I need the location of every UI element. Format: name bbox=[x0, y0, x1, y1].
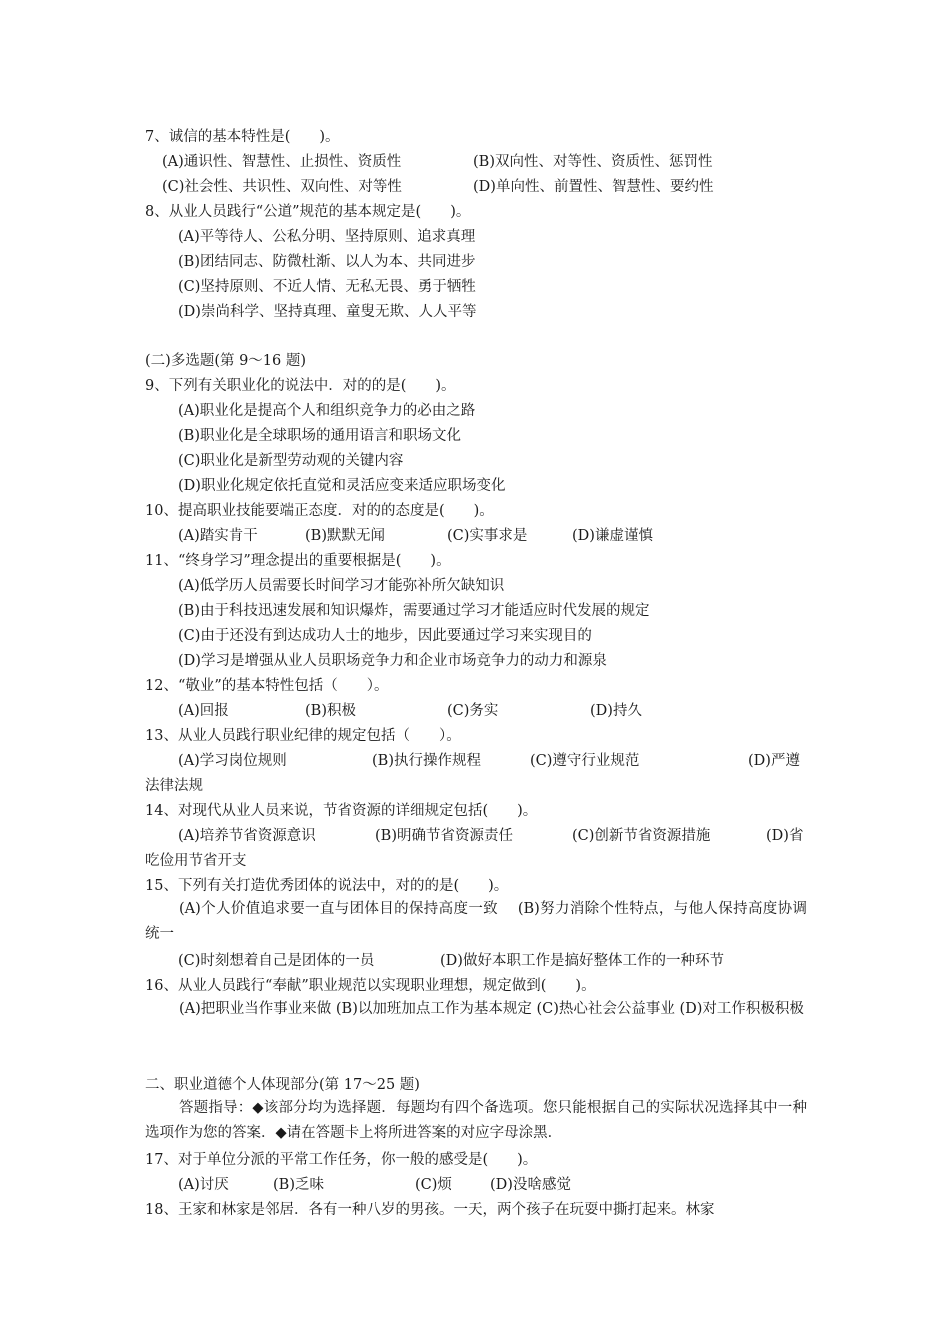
question-10-option-b: (B)默默无闻 bbox=[305, 528, 385, 544]
question-10-stem: 10、提高职业技能要端正态度．对的的态度是( )。 bbox=[145, 503, 494, 519]
question-10-option-d: (D)谦虚谨慎 bbox=[572, 528, 653, 544]
question-12-option-c: (C)务实 bbox=[447, 703, 499, 719]
question-8-option-d: (D)崇尚科学、坚持真理、童叟无欺、人人平等 bbox=[178, 304, 477, 320]
question-13-option-b: (B)执行操作规程 bbox=[372, 753, 481, 769]
question-12-option-d: (D)持久 bbox=[590, 703, 642, 719]
question-9-option-c: (C)职业化是新型劳动观的关键内容 bbox=[178, 453, 404, 469]
question-11-option-b: (B)由于科技迅速发展和知识爆炸，需要通过学习才能适应时代发展的规定 bbox=[178, 603, 650, 619]
question-7-option-d: (D)单向性、前置性、智慧性、要约性 bbox=[473, 179, 714, 195]
question-14-option-c: (C)创新节省资源措施 bbox=[572, 828, 711, 844]
question-13-option-a: (A)学习岗位规则 bbox=[178, 753, 287, 769]
question-7-stem: 7、诚信的基本特性是( )。 bbox=[145, 129, 340, 145]
section-2-title: (二)多选题(第 9～16 题) bbox=[145, 353, 307, 369]
question-14-option-a: (A)培养节省资源意识 bbox=[178, 828, 316, 844]
question-8-stem: 8、从业人员践行“公道”规范的基本规定是( )。 bbox=[145, 204, 471, 220]
question-15-options-ab: (A)个人价值追求要一直与团体目的保持高度一致 (B)努力消除个性特点，与他人保持高度协调统一 bbox=[145, 901, 807, 942]
question-15-option-d: (D)做好本职工作是搞好整体工作的一种环节 bbox=[440, 953, 724, 969]
question-8-option-c: (C)坚持原则、不近人情、无私无畏、勇于牺牲 bbox=[178, 279, 476, 295]
question-17-stem: 17、对于单位分派的平常工作任务，你一般的感受是( )。 bbox=[145, 1152, 538, 1168]
question-8-option-b: (B)团结同志、防微杜渐、以人为本、共同进步 bbox=[178, 254, 476, 270]
question-11-option-a: (A)低学历人员需要长时间学习才能弥补所欠缺知识 bbox=[178, 578, 505, 594]
question-7-option-b: (B)双向性、对等性、资质性、惩罚性 bbox=[473, 154, 713, 170]
question-7-option-c: (C)社会性、共识性、双向性、对等性 bbox=[162, 179, 402, 195]
question-8-option-a: (A)平等待人、公私分明、坚持原则、追求真理 bbox=[178, 229, 476, 245]
question-17-option-d: (D)没啥感觉 bbox=[490, 1177, 571, 1193]
question-9-option-b: (B)职业化是全球职场的通用语言和职场文化 bbox=[178, 428, 461, 444]
question-17-option-b: (B)乏味 bbox=[273, 1177, 324, 1193]
question-12-option-b: (B)积极 bbox=[305, 703, 356, 719]
question-15-option-c: (C)时刻想着自己是团体的一员 bbox=[178, 953, 375, 969]
question-14-stem: 14、对现代从业人员来说，节省资源的详细规定包括( )。 bbox=[145, 803, 538, 819]
question-7-option-a: (A)通识性、智慧性、止损性、资质性 bbox=[162, 154, 402, 170]
question-12-option-a: (A)回报 bbox=[178, 703, 229, 719]
question-13-option-c: (C)遵守行业规范 bbox=[530, 753, 640, 769]
question-16-stem: 16、从业人员践行“奉献”职业规范以实现职业理想，规定做到( )。 bbox=[145, 978, 596, 994]
question-16-options: (A)把职业当作事业来做 (B)以加班加点工作为基本规定 (C)热心社会公益事业 (D)对工作积极积极 bbox=[179, 1001, 804, 1017]
question-13-stem: 13、从业人员践行职业纪律的规定包括（ ）。 bbox=[145, 728, 461, 744]
question-17-option-a: (A)讨厌 bbox=[178, 1177, 229, 1193]
question-11-option-c: (C)由于还没有到达成功人士的地步，因此要通过学习来实现目的 bbox=[178, 628, 592, 644]
answer-instructions: 答题指导：◆该部分均为选择题．每题均有四个备选项。您只能根据自己的实际状况选择其中一种选项作为您的答案．◆请在答题卡上将所进答案的对应字母涂黑． bbox=[145, 1100, 807, 1141]
question-17-option-c: (C)烦 bbox=[415, 1177, 452, 1193]
question-15-stem: 15、下列有关打造优秀团体的说法中，对的的是( )。 bbox=[145, 878, 509, 894]
question-9-option-a: (A)职业化是提高个人和组织竞争力的必由之路 bbox=[178, 403, 476, 419]
question-9-option-d: (D)职业化规定依托直觉和灵活应变来适应职场变化 bbox=[178, 478, 506, 494]
question-13-option-d: (D)严遵 bbox=[748, 753, 800, 769]
question-11-stem: 11、“终身学习”理念提出的重要根据是( )。 bbox=[145, 553, 451, 569]
question-14-option-d: (D)省 bbox=[766, 828, 804, 844]
question-12-stem: 12、“敬业”的基本特性包括（ ）。 bbox=[145, 678, 389, 694]
question-13-option-d-continued: 法律法规 bbox=[145, 778, 203, 794]
question-9-stem: 9、下列有关职业化的说法中．对的的是( )。 bbox=[145, 378, 456, 394]
question-10-option-a: (A)踏实肯干 bbox=[178, 528, 258, 544]
question-10-option-c: (C)实事求是 bbox=[447, 528, 528, 544]
question-14-option-d-continued: 吃俭用节省开支 bbox=[145, 853, 247, 869]
question-14-option-b: (B)明确节省资源责任 bbox=[375, 828, 513, 844]
part-2-title: 二、职业道德个人体现部分(第 17～25 题) bbox=[145, 1077, 420, 1093]
question-11-option-d: (D)学习是增强从业人员职场竞争力和企业市场竞争力的动力和源泉 bbox=[178, 653, 607, 669]
question-18-stem: 18、王家和林家是邻居．各有一种八岁的男孩。一天，两个孩子在玩耍中撕打起来。林家 bbox=[145, 1202, 715, 1218]
